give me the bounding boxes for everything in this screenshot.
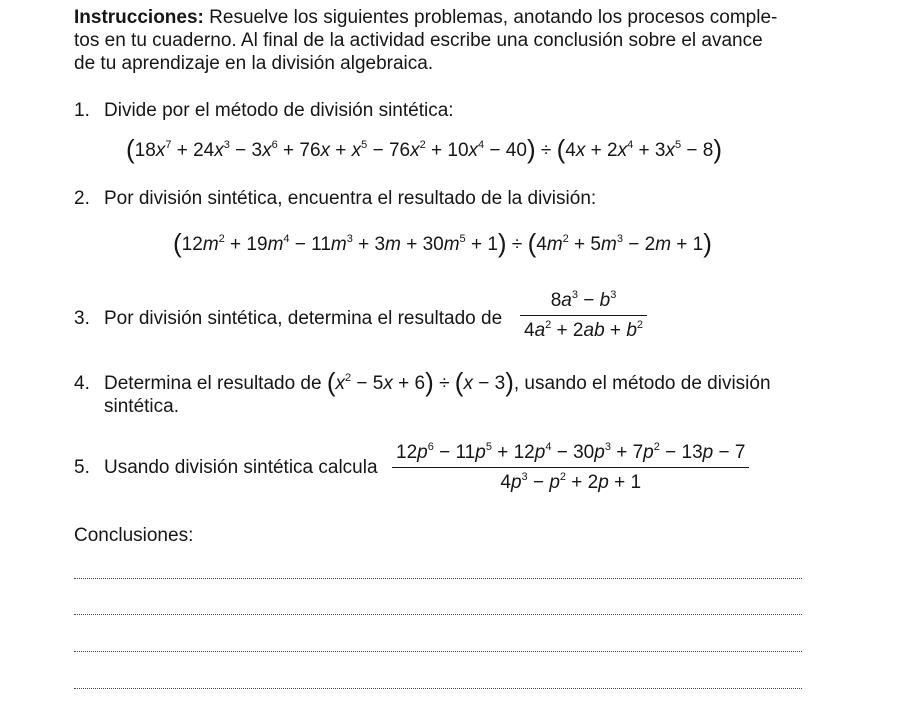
problem-number: 4. — [74, 373, 90, 394]
instructions-line-3: de tu aprendizaje en la división algebraica. — [74, 53, 434, 74]
problem-4-expression: $(x^2 - 5x + 6) \div (x - 3)$ — [326, 367, 514, 397]
fraction-numerator: $12p^6 - 11p^5 + 12p^4 - 30p^3 + 7p^2 - 13p - 7$ — [396, 441, 746, 463]
problem-text: Por división sintética, determina el resultado de — [104, 308, 503, 329]
problem-text: Divide por el método de división sintética: — [104, 100, 454, 121]
problem-number: 5. — [74, 457, 90, 478]
problem-1-expression: $(18x^7 + 24x^3 - 3x^6 + 76x + x^5 - 76x^2 + 10x^4 - 40) \div (4x + 2x^4 + 3x^5 - 8)$ — [126, 134, 722, 164]
answer-line — [74, 651, 802, 652]
fraction-numerator: $8a^3 - b^3$ — [550, 289, 617, 311]
problem-2-expression: $(12m^2 + 19m^4 - 11m^3 + 3m + 30m^5 + 1) \div (4m^2 + 5m^3 - 2m + 1)$ — [173, 228, 712, 258]
problem-text-before: Determina el resultado de — [104, 373, 322, 394]
answer-line — [74, 688, 802, 689]
problem-text-after: , usando el método de división — [513, 373, 771, 394]
problem-5-fraction — [392, 442, 749, 494]
fraction-denominator: $4a^2 + 2ab + b^2$ — [524, 319, 644, 341]
conclusions-label: Conclusiones: — [74, 525, 194, 546]
instructions-paragraph — [74, 6, 814, 75]
instructions-label: Instrucciones: — [74, 7, 204, 28]
fraction-denominator: $4p^3 - p^2 + 2p + 1$ — [500, 471, 642, 493]
answer-line — [74, 614, 802, 615]
problem-text: Usando división sintética calcula — [104, 457, 378, 478]
problem-4 — [74, 367, 814, 422]
problem-text-line2: sintética. — [104, 396, 179, 417]
problem-number: 1. — [74, 100, 90, 121]
problem-number: 3. — [74, 308, 90, 329]
problem-3-fraction — [520, 290, 647, 342]
instructions-line-1: Resuelve los siguientes problemas, anotando los procesos comple- — [209, 7, 778, 28]
problem-number: 2. — [74, 188, 90, 209]
instructions-line-2: tos en tu cuaderno. Al final de la actividad escribe una conclusión sobre el avance — [74, 30, 763, 51]
problem-text: Por división sintética, encuentra el resultado de la división: — [104, 188, 597, 209]
answer-line — [74, 578, 802, 579]
